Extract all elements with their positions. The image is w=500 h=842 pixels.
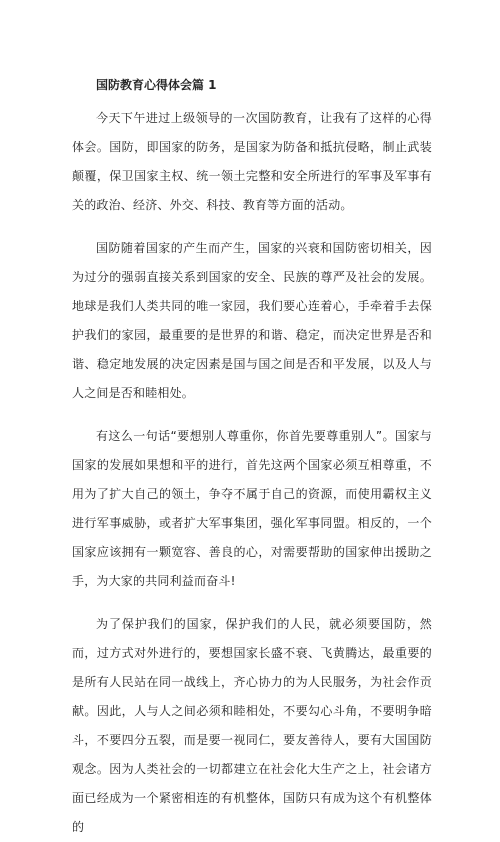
paragraph-gap [72, 408, 432, 422]
paragraph-4: 为了保护我们的国家，保护我们的人民，就必须要国防，然而，过方式对外进行的，要想国家长盛不衰、飞黄腾达，最重要的是所有人民站在同一战线上，齐心协力的为人民服务，为社会作贡献。因此，人与人之间必须和睦相处，不要勾心斗角，不要明争暗斗，不要四分五裂，而是要一视同仁，要友善待人，要有大国国防观念。因为人类社会的一切都建立在社会化大生产之上，社会诸方面已经成为一个紧密相连的有机整体，国防只有成为这个有机整体的 [72, 617, 432, 834]
paragraph-2: 国防随着国家的产生而产生，国家的兴衰和国防密切相关，因为过分的强弱直接关系到国家的安全、民族的尊严及社会的发展。 地球是我们人类共同的唯一家园，我们要心连着心，手牵着手去保护我们的家园，最重要的是世界的和谐、稳定，而决定世界是否和谐、稳定地发展的决定因素是国与国之间是否和平发展，以及人与人之间是否和睦相处。 [72, 241, 432, 400]
paragraph-3: 有这么一句话“要想别人尊重你，你首先要尊重别人”。国家与国家的发展如果想和平的进行，首先这两个国家必须互相尊重，不用为了扩大自己的领土，争夺不属于自己的资源，而使用霸权主义进行军事威胁，或者扩大军事集团，强化军事同盟。相反的，一个国家应该拥有一颗宽容、善良的心，对需要帮助的国家伸出援助之手，为大家的共同利益而奋斗! [72, 429, 432, 588]
paragraph-gap [72, 596, 432, 610]
paragraph-gap [72, 220, 432, 234]
paragraph-1: 今天下午进过上级领导的一次国防教育，让我有了这样的心得体会。国防，即国家的防务，是国家为防备和抵抗侵略，制止武装颠覆，保卫国家主权、统一领土完整和安全所进行的军事及军事有关的政治、经济、外交、科技、教育等方面的活动。 [72, 111, 432, 212]
document-title: 国防教育心得体会篇 1 [96, 78, 217, 92]
document-page [72, 70, 432, 842]
